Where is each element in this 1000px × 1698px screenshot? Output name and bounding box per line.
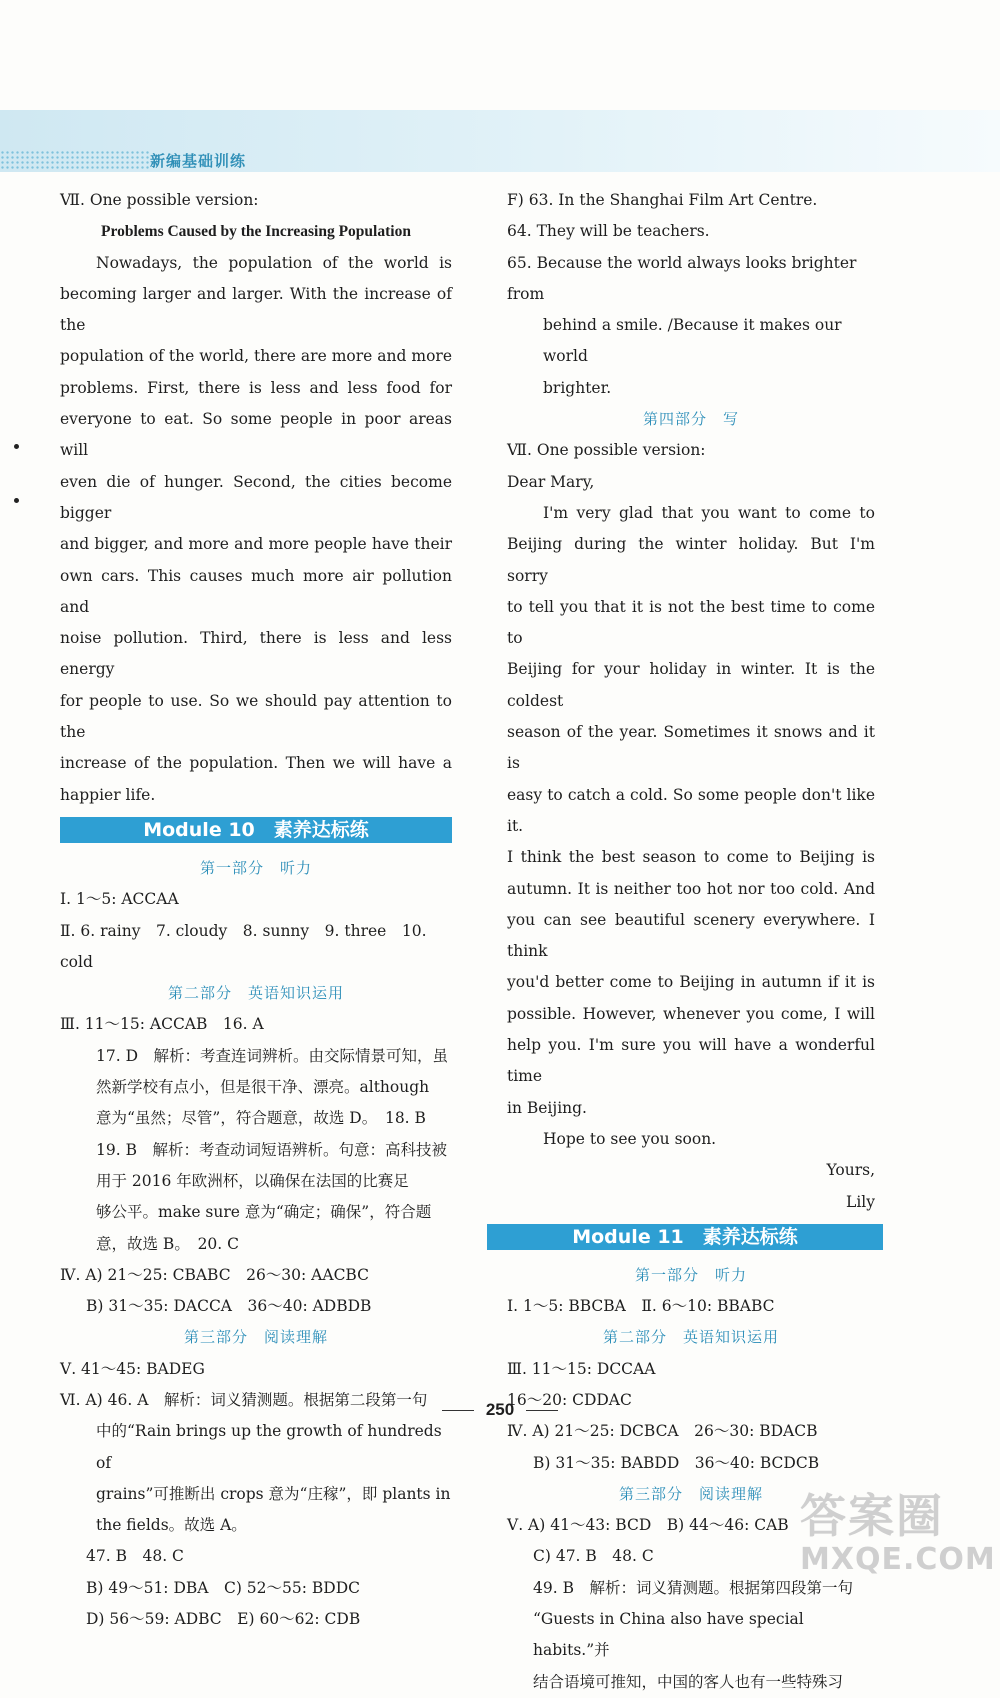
page-number <box>0 1400 1000 1420</box>
explanation-line: 然新学校有点小，但是很干净、漂亮。although <box>96 1078 430 1097</box>
module-11-banner: Module 11 素养达标练 <box>487 1224 883 1250</box>
essay-label: Ⅶ. One possible version: <box>60 191 259 209</box>
letter-signature: Lily <box>846 1192 875 1211</box>
explanation-line: 结合语境可推知，中国的客人也有一些特殊习 <box>533 1672 844 1691</box>
answer-line: B) 31～35: BABDD 36～40: BCDCB <box>533 1453 820 1472</box>
essay-line: population of the world, there are more and more <box>60 347 452 366</box>
answer-line: D) 56～59: ADBC E) 60～62: CDB <box>86 1610 361 1629</box>
answer-line: behind a smile. /Because it makes our world <box>543 316 842 366</box>
explanation-line: Ⅵ. A) 46. A 解析：词义猜测题。根据第二段第一句 <box>60 1390 428 1409</box>
essay-line: even die of hunger. Second, the cities become bigger <box>60 472 452 522</box>
letter-line: I think the best season to come to Beijing is <box>507 848 875 867</box>
explanation-line: grains”可推断出 crops 意为“庄稼”，即 plants in <box>96 1484 451 1503</box>
explanation-line: 49. B 解析：词义猜测题。根据第四段第一句 <box>533 1578 853 1597</box>
section-heading: 第三部分 阅读理解 <box>183 1328 328 1347</box>
essay-line: happier life. <box>60 785 156 804</box>
explanation-line: 17. D 解析：考查连词辨析。由交际情景可知，虽 <box>96 1046 449 1065</box>
essay-line: becoming larger and larger. With the increase of the <box>60 284 452 335</box>
answer-line: 16～20: CDDAC <box>507 1390 632 1409</box>
answer-line: Ⅴ. 41～45: BADEG <box>60 1359 205 1378</box>
letter-line: autumn. It is neither too hot nor too cold. And <box>507 879 875 898</box>
letter-line: help you. I'm sure you will have a wonderful time <box>507 1036 875 1086</box>
letter-line: Beijing during the winter holiday. But I'm sorry <box>507 535 875 585</box>
answer-line: Ⅳ. A) 21～25: DCBCA 26～30: BDACB <box>507 1422 818 1441</box>
letter-line: you'd better come to Beijing in autumn if it is <box>507 973 875 992</box>
letter-label: Ⅶ. One possible version: <box>507 441 706 460</box>
page-number-dash <box>442 1410 474 1411</box>
letter-line: easy to catch a cold. So some people don't like it. <box>507 785 875 835</box>
answer-line: Ⅱ. 6. rainy 7. cloudy 8. sunny 9. three 10. cold <box>60 921 427 971</box>
page-number-dash <box>526 1410 558 1411</box>
answer-line: brighter. <box>543 378 612 397</box>
section-heading: 第一部分 听力 <box>199 858 312 877</box>
page-number-text: 250 <box>485 1400 515 1419</box>
answer-line: Ⅰ. 1～5: BBCBA Ⅱ. 6～10: BBABC <box>507 1297 775 1316</box>
answer-line: F) 63. In the Shanghai Film Art Centre. <box>507 191 818 209</box>
essay-line: and bigger, and more and more people have their <box>60 535 452 554</box>
explanation-line: 意为“虽然；尽管”，符合题意，故选 D。 18. B <box>96 1109 426 1128</box>
answer-line: 64. They will be teachers. <box>507 222 710 241</box>
explanation-line: 意，故选 B。 20. C <box>96 1234 240 1253</box>
answer-line: Ⅲ. 11～15: ACCAB 16. A <box>60 1015 264 1034</box>
answer-line: B) 49～51: DBA C) 52～55: BDDC <box>86 1578 361 1597</box>
answer-line: Ⅲ. 11～15: DCCAA <box>507 1359 656 1378</box>
margin-dot <box>14 498 19 503</box>
answer-line: Ⅰ. 1～5: ACCAA <box>60 890 179 909</box>
essay-line: own cars. This causes much more air pollution and <box>60 566 452 616</box>
essay-line: Nowadays, the population of the world is <box>96 253 452 272</box>
watermark-cn: 答案圈 <box>800 1489 944 1543</box>
answer-line: C) 47. B 48. C <box>533 1547 654 1566</box>
right-column <box>507 185 875 1698</box>
explanation-line: “Guests in China also have special habits.”并 <box>533 1610 804 1660</box>
essay-line: increase of the population. Then we will have a <box>60 754 452 773</box>
letter-closing: Yours, <box>826 1161 875 1180</box>
margin-dot <box>14 444 19 449</box>
explanation-line: the fields。故选 A。 <box>96 1516 247 1535</box>
header-dot-pattern <box>0 150 150 170</box>
explanation-line: 用于 2016 年欧洲杯，以确保在法国的比赛足 <box>96 1171 409 1190</box>
letter-line: I'm very glad that you want to come to <box>543 503 875 522</box>
watermark-logo <box>800 1480 996 1590</box>
section-heading: 第四部分 写 <box>642 410 739 429</box>
letter-line: Beijing for your holiday in winter. It is the coldest <box>507 660 875 710</box>
section-heading: 第一部分 听力 <box>634 1265 747 1284</box>
section-heading: 第三部分 阅读理解 <box>618 1484 763 1503</box>
book-title: 新编基础训练 <box>150 152 247 170</box>
answer-line: Ⅴ. A) 41～43: BCD B) 44～46: CAB <box>507 1516 789 1535</box>
essay-line: problems. First, there is less and less food for <box>60 378 452 397</box>
answer-line: 65. Because the world always looks brighter from <box>507 253 857 303</box>
essay-line: everyone to eat. So some people in poor areas will <box>60 410 452 460</box>
letter-line: you can see beautiful scenery everywhere. I think <box>507 910 875 961</box>
section-heading: 第二部分 英语知识运用 <box>167 984 344 1003</box>
essay-line: for people to use. So we should pay attention to the <box>60 691 452 742</box>
letter-greeting: Dear Mary, <box>507 472 595 491</box>
watermark-en: MXQE.COM <box>800 1542 996 1577</box>
letter-line: in Beijing. <box>507 1098 587 1117</box>
letter-line: to tell you that it is not the best time to come to <box>507 597 875 648</box>
answer-line: 47. B 48. C <box>86 1547 184 1566</box>
explanation-line: 中的“Rain brings up the growth of hundreds of <box>96 1422 442 1472</box>
essay-line: noise pollution. Third, there is less and less energy <box>60 629 452 679</box>
section-heading: 第二部分 英语知识运用 <box>602 1328 779 1347</box>
letter-line: season of the year. Sometimes it snows and it is <box>507 723 875 773</box>
answer-line: Ⅳ. A) 21～25: CBABC 26～30: AACBC <box>60 1265 369 1284</box>
explanation-line: 够公平。make sure 意为“确定；确保”，符合题 <box>96 1203 432 1222</box>
letter-hope: Hope to see you soon. <box>543 1129 717 1148</box>
answer-line: B) 31～35: DACCA 36～40: ADBDB <box>86 1297 372 1316</box>
letter-line: possible. However, whenever you come, I will <box>507 1004 875 1023</box>
essay-title: Problems Caused by the Increasing Population <box>101 223 411 241</box>
module-10-banner: Module 10 素养达标练 <box>60 817 452 843</box>
explanation-line: 19. B 解析：考查动词短语辨析。句意：高科技被 <box>96 1140 447 1159</box>
